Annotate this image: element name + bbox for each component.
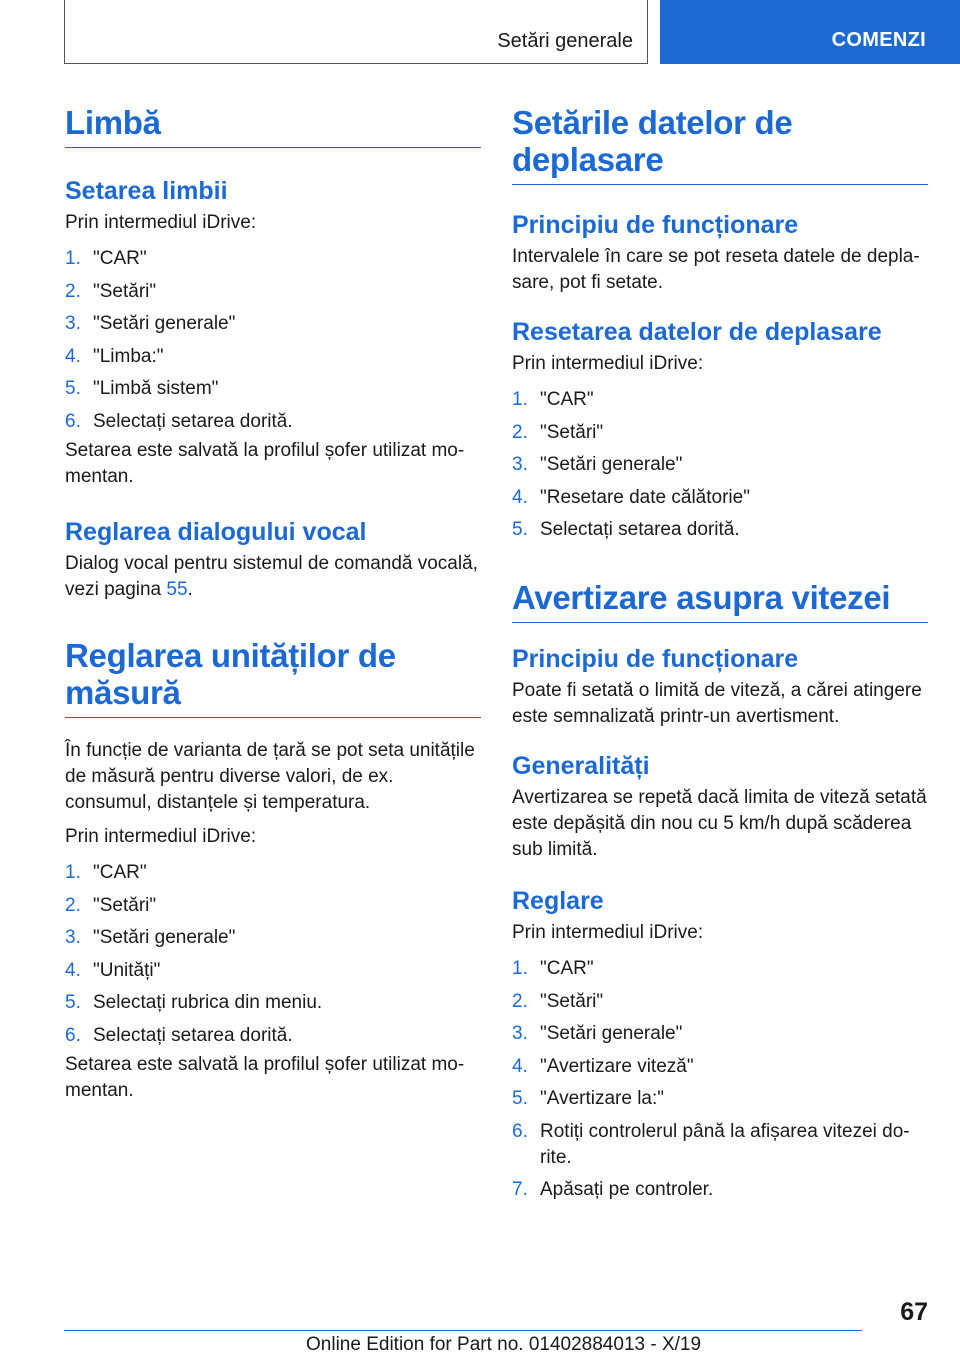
steps-list-units — [65, 860, 481, 1049]
list-item-text: "Limba:" — [93, 345, 164, 367]
list-item — [512, 1177, 928, 1203]
list-item — [65, 311, 481, 337]
list-item — [65, 860, 481, 886]
heading-avertizare-viteza: Avertizare asupra vitezei — [512, 579, 928, 623]
list-item-number: 6. — [65, 1024, 81, 1046]
paragraph-dialog — [65, 551, 481, 603]
dialog-text-end: . — [187, 579, 193, 600]
page-link-55[interactable]: 55 — [166, 579, 188, 600]
paragraph-idrive: Prin intermediul iDrive: — [65, 212, 257, 233]
list-item — [65, 925, 481, 951]
header-tab-comenzi[interactable] — [660, 0, 960, 64]
subheading-resetarea: Resetarea datelor de deplasare — [512, 318, 882, 346]
list-item-number: 4. — [512, 486, 528, 508]
subheading-setarea-limbii: Setarea limbii — [65, 177, 228, 205]
subheading-dialog-vocal: Reglarea dialogului vocal — [65, 518, 367, 546]
list-item-number: 4. — [65, 959, 81, 981]
list-item — [65, 376, 481, 402]
paragraph-generalitati: Avertizarea se repetă dacă limita de viteză setată este depășită din nou cu 5 km/h după scăderea sub limită. — [512, 787, 927, 860]
subheading-principiu: Principiu de funcționare — [512, 211, 799, 239]
list-item-text: "CAR" — [540, 958, 594, 979]
list-item — [512, 387, 928, 413]
heading-date-deplasare: Setările datelor de deplasare — [512, 104, 928, 185]
list-item-number: 5. — [65, 992, 81, 1013]
list-item — [65, 893, 481, 919]
list-item — [65, 1023, 481, 1049]
page-number: 67 — [900, 1298, 928, 1326]
list-item-text: "Setări" — [540, 421, 604, 443]
list-item — [512, 485, 928, 511]
list-item — [512, 1086, 928, 1112]
list-item-number: 3. — [512, 1023, 528, 1044]
paragraph-saved: Setarea este salvată la profilul șofer utilizat mo-mentan. — [65, 1054, 465, 1101]
list-item — [512, 989, 928, 1015]
list-item-text: "Setări generale" — [540, 454, 683, 475]
right-column — [512, 104, 928, 1210]
list-item-number: 7. — [512, 1179, 528, 1200]
list-item — [512, 956, 928, 982]
list-item — [512, 1054, 928, 1080]
list-item-text: Selectați setarea dorită. — [540, 519, 740, 540]
subheading-principiu: Principiu de funcționare — [512, 645, 799, 673]
list-item — [65, 990, 481, 1016]
list-item-text: "Setări generale" — [93, 313, 236, 334]
list-item-number: 1. — [65, 862, 81, 883]
dialog-text: Dialog vocal pentru sistemul de comandă vocală, vezi pagina — [65, 553, 478, 600]
list-item — [65, 279, 481, 305]
list-item — [512, 1021, 928, 1047]
list-item-number: 1. — [512, 389, 528, 410]
list-item-text: "Limbă sistem" — [93, 378, 219, 399]
list-item-text: "Unități" — [93, 959, 161, 981]
paragraph-principiu: Intervalele în care se pot reseta datele de depla-sare, pot fi setate. — [512, 246, 920, 293]
list-item-number: 5. — [65, 378, 81, 399]
list-item-text: "Resetare date călătorie" — [540, 486, 750, 508]
header-tab-label: COMENZI — [831, 29, 926, 51]
heading-unitati: Reglarea unităților de măsură — [65, 637, 481, 718]
list-item — [65, 958, 481, 984]
list-item-number: 5. — [512, 519, 528, 540]
list-item-number: 2. — [65, 280, 81, 302]
list-item — [512, 1119, 928, 1171]
list-item-number: 3. — [65, 313, 81, 334]
list-item-text: Selectați rubrica din meniu. — [93, 992, 323, 1013]
list-item-number: 2. — [512, 990, 528, 1012]
header-section-title: Setări generale — [497, 30, 633, 52]
list-item-text: Selectați setarea dorită. — [93, 410, 293, 432]
list-item-text: Selectați setarea dorită. — [93, 1024, 293, 1046]
list-item-number: 4. — [65, 345, 81, 367]
list-item-text: "CAR" — [540, 389, 594, 410]
list-item-number: 6. — [512, 1120, 528, 1142]
subheading-generalitati: Generalități — [512, 752, 650, 780]
heading-limba: Limbă — [65, 104, 481, 148]
steps-list-speed — [512, 956, 928, 1203]
list-item-number: 2. — [512, 421, 528, 443]
paragraph-principiu: Poate fi setată o limită de viteză, a cărei atingere este semnalizată printr-un avertisment. — [512, 680, 922, 727]
footer-edition: Online Edition for Part no. 01402884013 - X/19 — [306, 1334, 702, 1355]
list-item-text: "Setări" — [93, 280, 157, 302]
list-item-number: 5. — [512, 1088, 528, 1109]
list-item-text: "Setări generale" — [93, 927, 236, 948]
list-item-number: 3. — [65, 927, 81, 948]
paragraph-saved: Setarea este salvată la profilul șofer utilizat mo-mentan. — [65, 440, 465, 487]
steps-list-reset — [512, 387, 928, 543]
left-column — [65, 104, 481, 1104]
list-item — [512, 517, 928, 543]
steps-list-language — [65, 246, 481, 435]
list-item — [65, 409, 481, 435]
list-item-number: 1. — [512, 958, 528, 979]
list-item-number: 1. — [65, 248, 81, 269]
list-item-number: 2. — [65, 894, 81, 916]
list-item-number: 3. — [512, 454, 528, 475]
list-item-text: "Setări" — [93, 894, 157, 916]
list-item — [65, 344, 481, 370]
list-item-text: "CAR" — [93, 862, 147, 883]
footer-divider — [64, 1330, 862, 1331]
paragraph-idrive: Prin intermediul iDrive: — [512, 353, 704, 374]
paragraph-idrive: Prin intermediul iDrive: — [512, 922, 704, 943]
paragraph-idrive: Prin intermediul iDrive: — [65, 826, 257, 847]
list-item-number: 4. — [512, 1055, 528, 1077]
paragraph-unitati: În funcție de varianta de țară se pot seta unitățile de măsură pentru diverse valori, de ex. consumul, distanțele și temperatura. — [65, 740, 475, 813]
list-item — [65, 246, 481, 272]
list-item-text: "Setări generale" — [540, 1023, 683, 1044]
list-item-text: Rotiți controlerul până la afișarea vitezei do-rite. — [540, 1120, 910, 1168]
subheading-reglare: Reglare — [512, 887, 604, 915]
list-item — [512, 420, 928, 446]
list-item-text: "Avertizare la:" — [540, 1088, 665, 1109]
list-item-text: "CAR" — [93, 248, 147, 269]
list-item — [512, 452, 928, 478]
list-item-text: Apăsați pe controler. — [540, 1179, 714, 1200]
list-item-text: "Setări" — [540, 990, 604, 1012]
list-item-number: 6. — [65, 410, 81, 432]
header-section-box — [64, 0, 648, 64]
list-item-text: "Avertizare viteză" — [540, 1055, 694, 1077]
